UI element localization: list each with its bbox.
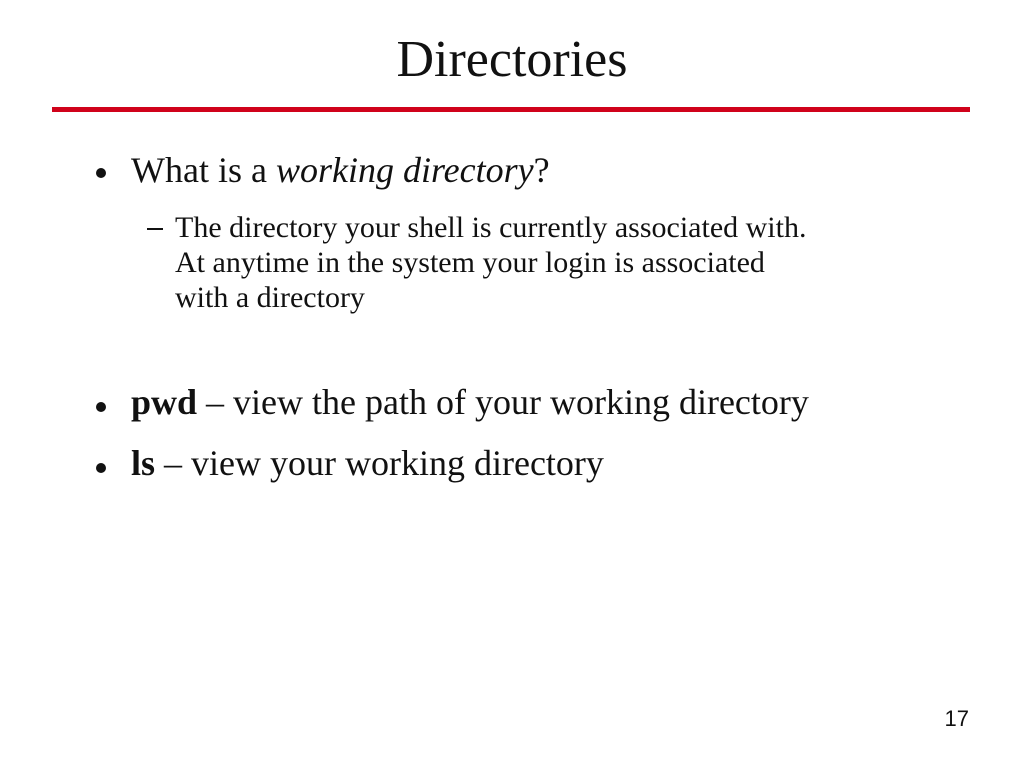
- bullet-text: [131, 382, 809, 422]
- slide-title: Directories: [396, 31, 628, 88]
- sub-bullet-line: At anytime in the system your login is associated: [175, 246, 765, 279]
- command-name: ls: [131, 443, 156, 483]
- bullet-suffix: ?: [533, 150, 550, 190]
- command-name: pwd: [131, 382, 198, 422]
- sub-bullet-line: The directory your shell is currently associated with.: [175, 211, 807, 244]
- page-number: 17: [944, 706, 969, 731]
- sub-bullet-dash-icon: [147, 228, 163, 230]
- command-description: – view your working directory: [155, 443, 604, 483]
- bullet-prefix: What is a: [131, 150, 276, 190]
- sub-bullet-line: with a directory: [175, 281, 365, 314]
- bullet-dot-icon: [96, 463, 106, 473]
- bullet-text: [131, 443, 604, 483]
- bullet-dot-icon: [96, 402, 106, 412]
- bullet-dot-icon: [96, 168, 106, 178]
- sub-bullet-text: [175, 210, 955, 315]
- bullet-text: [131, 150, 550, 190]
- command-description: – view the path of your working directory: [197, 382, 809, 422]
- bullet-emphasis: working directory: [275, 150, 534, 190]
- title-divider: [52, 107, 970, 112]
